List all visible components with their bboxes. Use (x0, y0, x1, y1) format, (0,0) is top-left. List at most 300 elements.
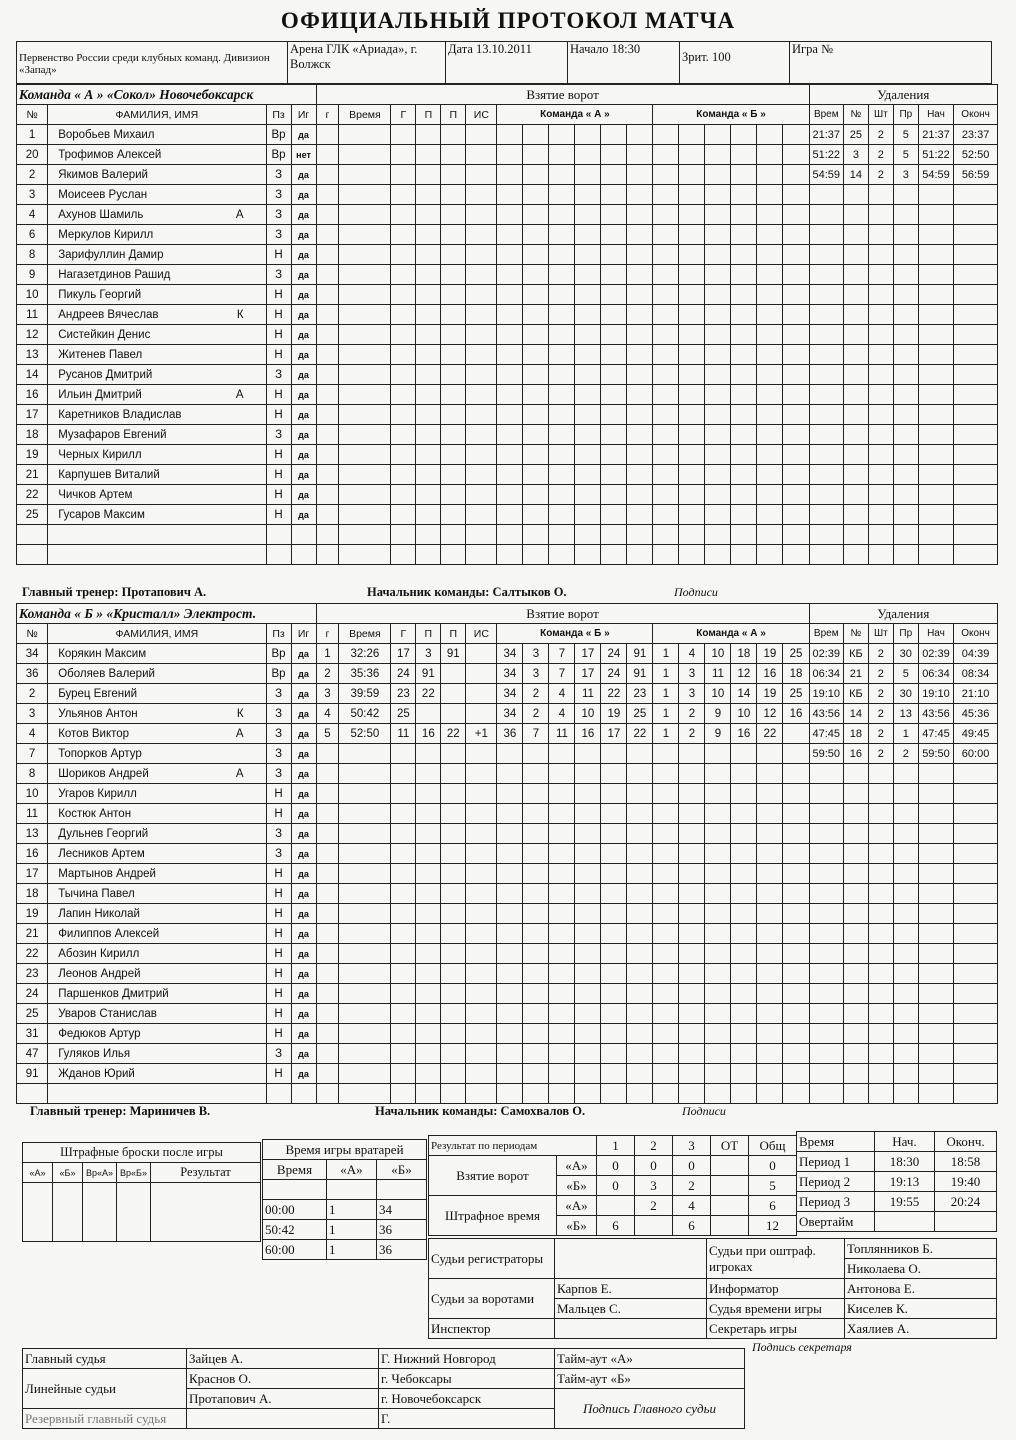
player-name: Лесников Артем (58, 847, 145, 860)
gk-row: 50:42 1 36 (263, 1220, 427, 1240)
onice-opponent: 16 (783, 704, 809, 724)
player-name: Федюков Артур (58, 1027, 141, 1040)
player-number: 11 (17, 305, 48, 325)
pim-b-ot (711, 1216, 749, 1236)
timeout-a: Тайм-аут «А» (555, 1349, 745, 1369)
onice-player: 3 (523, 644, 549, 664)
player-position: Н (266, 405, 291, 425)
onice-player: 7 (549, 664, 575, 684)
player-name-cell (48, 904, 266, 924)
goals-a-label: «А» (557, 1156, 597, 1176)
pim-b-total: 12 (749, 1216, 797, 1236)
player-position: Вр (266, 664, 291, 684)
player-number: 17 (17, 405, 48, 425)
player-row (17, 904, 998, 924)
goals-b-p3: 2 (673, 1176, 711, 1196)
game-number: Игра № (790, 42, 992, 84)
goal-assist-1 (416, 704, 441, 724)
player-name: Чичков Артем (58, 488, 133, 501)
player-row (17, 1064, 998, 1084)
player-name: Леонов Андрей (58, 967, 141, 980)
player-row (17, 1004, 998, 1024)
player-played: да (291, 405, 316, 425)
goal-judge-2: Мальцев С. (555, 1299, 707, 1319)
player-name-cell (48, 225, 266, 245)
player-name-cell (48, 804, 266, 824)
goal-scorer: 23 (391, 684, 416, 704)
player-name-cell (48, 205, 266, 225)
player-name-cell (48, 265, 266, 285)
player-played: да (291, 904, 316, 924)
player-position: З (266, 225, 291, 245)
penalty-reason: 1 (893, 724, 918, 744)
gk-col-b: «Б» (377, 1160, 427, 1180)
player-number: 8 (17, 245, 48, 265)
informer-label: Информатор (707, 1279, 845, 1299)
onice-player: 25 (627, 704, 653, 724)
penalty-col-header: Оконч (954, 105, 998, 125)
player-played: да (291, 445, 316, 465)
player-name: Черных Кирилл (58, 448, 142, 461)
penalty-no: 16 (843, 744, 868, 764)
goal-col-header: П (441, 624, 466, 644)
player-row (17, 884, 998, 904)
player-played: да (291, 1004, 316, 1024)
player-name-cell (48, 884, 266, 904)
player-position: Н (266, 1024, 291, 1044)
goal-assist-2 (441, 664, 466, 684)
player-played: да (291, 505, 316, 525)
goal-assist-1: 3 (416, 644, 441, 664)
goal-number: 4 (316, 704, 339, 724)
penalty-col-header: № (843, 105, 868, 125)
player-number: 18 (17, 884, 48, 904)
onice-player: 34 (497, 644, 523, 664)
penalty-reason: 5 (893, 145, 918, 165)
player-row (17, 285, 998, 305)
player-name: Трофимов Алексей (58, 148, 162, 161)
linesman-2-city: г. Новочебоксарск (379, 1389, 555, 1409)
player-position: З (266, 365, 291, 385)
goals-b-ot (711, 1176, 749, 1196)
onice-opponent: 1 (653, 644, 679, 664)
goals-a-p1: 0 (597, 1156, 635, 1176)
player-position: Н (266, 505, 291, 525)
player-name: Ильин Дмитрий (58, 388, 142, 401)
goal-number: 3 (316, 684, 339, 704)
period-col-2: 2 (635, 1136, 673, 1156)
player-played: да (291, 664, 316, 684)
player-row (17, 704, 998, 724)
player-played: да (291, 205, 316, 225)
team-b-coach: Главный тренер: Мариничев В. (30, 1104, 211, 1118)
goalkeeper-time-table (262, 1139, 427, 1260)
onice-player: 22 (627, 724, 653, 744)
player-number: 23 (17, 964, 48, 984)
penalty-pim: 2 (868, 644, 893, 664)
onice-opponent: 4 (679, 644, 705, 664)
player-number: 18 (17, 425, 48, 445)
onice-player: 36 (497, 724, 523, 744)
penalty-no: 14 (843, 704, 868, 724)
period-time-row: Овертайм (797, 1212, 997, 1232)
player-name-cell (48, 125, 266, 145)
player-position: З (266, 724, 291, 744)
player-name-cell (48, 724, 266, 744)
team-a-section (16, 84, 998, 565)
secretary-label: Секретарь игры (707, 1319, 845, 1339)
player-position: З (266, 185, 291, 205)
penalty-start: 47:45 (918, 724, 953, 744)
shootout-title: Штрафные броски после игры (23, 1143, 261, 1163)
main-ref-signature: Подпись Главного судьи (555, 1389, 745, 1429)
player-name: Паршенков Дмитрий (58, 987, 169, 1000)
penalty-end: 08:34 (954, 664, 998, 684)
pim-b-label: «Б» (557, 1216, 597, 1236)
player-name-cell (48, 445, 266, 465)
penalties-header: Удаления (809, 85, 997, 105)
penalties-header: Удаления (809, 604, 997, 624)
pim-a-p3: 4 (673, 1196, 711, 1216)
player-number: 9 (17, 265, 48, 285)
player-played: да (291, 245, 316, 265)
player-row (17, 664, 998, 684)
player-name-cell (48, 1064, 266, 1084)
player-played: да (291, 984, 316, 1004)
player-row (17, 225, 998, 245)
shootout-col-b: «Б» (53, 1163, 83, 1183)
player-position: З (266, 425, 291, 445)
player-name: Воробьев Михаил (58, 128, 155, 141)
player-col-header: Пз (266, 105, 291, 125)
player-number: 20 (17, 145, 48, 165)
pim-a-p2: 2 (635, 1196, 673, 1216)
goal-scorer: 17 (391, 644, 416, 664)
player-position: З (266, 764, 291, 784)
shootout-col-result: Результат (151, 1163, 261, 1183)
shootout-table (22, 1142, 261, 1242)
referees-table (22, 1348, 745, 1429)
informer: Антонова Е. (845, 1279, 997, 1299)
reserve-label: Резервный главный судья (23, 1409, 187, 1429)
penalty-start: 54:59 (918, 165, 953, 185)
penalty-col-header: Шт (868, 624, 893, 644)
pim-b-p2 (635, 1216, 673, 1236)
player-name: Музафаров Евгений (58, 428, 167, 441)
player-row (17, 844, 998, 864)
player-position: Н (266, 784, 291, 804)
player-name-cell (48, 385, 266, 405)
player-number: 31 (17, 1024, 48, 1044)
penalty-pim: 2 (868, 145, 893, 165)
player-name-cell (48, 844, 266, 864)
player-position: Н (266, 325, 291, 345)
player-row (17, 545, 998, 565)
player-name-cell (48, 704, 266, 724)
goal-assist-2: 91 (441, 644, 466, 664)
player-name: Ульянов Антон (58, 707, 138, 720)
player-played: да (291, 185, 316, 205)
player-position: Н (266, 1004, 291, 1024)
player-name-cell (48, 145, 266, 165)
goal-col-header: П (416, 624, 441, 644)
period-results-table (428, 1135, 797, 1236)
player-played: да (291, 704, 316, 724)
onice-player: 23 (627, 684, 653, 704)
player-played: да (291, 425, 316, 445)
player-number: 11 (17, 804, 48, 824)
onice-player: 10 (575, 704, 601, 724)
penalty-no: 18 (843, 724, 868, 744)
player-name: Лапин Николай (58, 907, 140, 920)
player-col-header: № (17, 624, 48, 644)
player-number: 19 (17, 904, 48, 924)
goal-col-header: ИС (466, 624, 497, 644)
penalty-time: 19:10 (809, 684, 843, 704)
player-row (17, 365, 998, 385)
spectators: Зрит. 100 (680, 42, 790, 84)
player-name: Систейкин Денис (58, 328, 151, 341)
onice-header-2: Команда « Б » (653, 105, 809, 125)
player-row (17, 465, 998, 485)
player-name: Ахунов Шамиль (58, 208, 144, 221)
goal-scorer: 25 (391, 704, 416, 724)
player-played: да (291, 944, 316, 964)
period-times-table (796, 1131, 997, 1232)
player-mark: К (236, 707, 244, 720)
arena: Арена ГЛК «Ариада», г. Волжск (288, 42, 446, 84)
player-name-cell (48, 1004, 266, 1024)
player-number: 1 (17, 125, 48, 145)
penalty-no: КБ (843, 644, 868, 664)
gk-col-time: Время (263, 1160, 327, 1180)
player-row (17, 864, 998, 884)
onice-opponent: 19 (757, 644, 783, 664)
penalty-start: 43:56 (918, 704, 953, 724)
penalty-box-label: Судьи при оштраф. игроках (707, 1239, 845, 1279)
page-title: ОФИЦИАЛЬНЫЙ ПРОТОКОЛ МАТЧА (280, 8, 736, 33)
player-name-cell (48, 784, 266, 804)
onice-opponent: 18 (731, 644, 757, 664)
team-a-signatures: Подписи (674, 585, 718, 599)
player-row (17, 644, 998, 664)
penalty-time: 21:37 (809, 125, 843, 145)
team-b-section (16, 603, 998, 1104)
player-played: да (291, 824, 316, 844)
onice-opponent: 25 (783, 684, 809, 704)
onice-player: 17 (575, 644, 601, 664)
goals-header: Взятие ворот (316, 604, 809, 624)
player-name-cell (48, 924, 266, 944)
goal-col-header: г (316, 105, 339, 125)
penalty-end: 04:39 (954, 644, 998, 664)
onice-player: 24 (601, 664, 627, 684)
goal-col-header: Г (391, 105, 416, 125)
player-position: Н (266, 305, 291, 325)
player-row (17, 345, 998, 365)
gk-title: Время игры вратарей (263, 1140, 427, 1160)
player-position: Вр (266, 145, 291, 165)
player-played: нет (291, 145, 316, 165)
goal-time: 32:26 (339, 644, 391, 664)
goal-col-header: П (441, 105, 466, 125)
player-position: З (266, 744, 291, 764)
player-row (17, 1044, 998, 1064)
onice-opponent: 18 (783, 664, 809, 684)
linesman-2: Протапович А. (187, 1389, 379, 1409)
player-position: Н (266, 465, 291, 485)
player-position: Н (266, 285, 291, 305)
player-number: 4 (17, 724, 48, 744)
penalty-reason: 30 (893, 684, 918, 704)
player-name: Котов Виктор (58, 727, 130, 740)
player-position: З (266, 165, 291, 185)
player-position: Н (266, 924, 291, 944)
player-position: Вр (266, 644, 291, 664)
penalty-box-judge-2: Николаева О. (845, 1259, 997, 1279)
player-number: 13 (17, 345, 48, 365)
shootout-col-a: «А» (23, 1163, 53, 1183)
penalty-time: 47:45 (809, 724, 843, 744)
player-name: Мартынов Андрей (58, 867, 156, 880)
period-time-row: Период 1 18:30 18:58 (797, 1152, 997, 1172)
penalty-start: 51:22 (918, 145, 953, 165)
player-row (17, 984, 998, 1004)
goal-col-header: Время (339, 624, 391, 644)
player-row (17, 784, 998, 804)
player-name-cell (48, 1024, 266, 1044)
onice-player: 17 (601, 724, 627, 744)
period-col-total: Общ (749, 1136, 797, 1156)
onice-player: 11 (575, 684, 601, 704)
player-position: Н (266, 345, 291, 365)
player-name: Филиппов Алексей (58, 927, 160, 940)
player-played: да (291, 165, 316, 185)
penalty-reason: 13 (893, 704, 918, 724)
player-played: да (291, 225, 316, 245)
player-name: Пикуль Георгий (58, 288, 142, 301)
goal-scorer: 24 (391, 664, 416, 684)
goal-number: 5 (316, 724, 339, 744)
linesmen-label: Линейные судьи (23, 1369, 187, 1409)
goal-time: 52:50 (339, 724, 391, 744)
penalty-time: 06:34 (809, 664, 843, 684)
player-number: 91 (17, 1064, 48, 1084)
penalty-start: 59:50 (918, 744, 953, 764)
player-name: Шориков Андрей (58, 767, 149, 780)
player-position: Н (266, 964, 291, 984)
onice-opponent: 10 (705, 644, 731, 664)
goal-assist-2 (441, 684, 466, 704)
player-played: да (291, 1024, 316, 1044)
pim-a-ot (711, 1196, 749, 1216)
player-played: да (291, 804, 316, 824)
onice-player: 7 (549, 644, 575, 664)
player-number: 3 (17, 185, 48, 205)
goal-situation (466, 704, 497, 724)
period-col-1: 1 (597, 1136, 635, 1156)
team-b-table (16, 603, 998, 1104)
onice-opponent: 9 (705, 724, 731, 744)
penalty-col-header: Нач (918, 105, 953, 125)
penalty-start: 21:37 (918, 125, 953, 145)
onice-opponent: 16 (757, 664, 783, 684)
player-number: 13 (17, 824, 48, 844)
player-number: 21 (17, 924, 48, 944)
player-name: Андреев Вячеслав (58, 308, 159, 321)
onice-header-1: Команда « А » (497, 105, 653, 125)
pim-a-total: 6 (749, 1196, 797, 1216)
player-row (17, 125, 998, 145)
goal-situation (466, 644, 497, 664)
player-position: Н (266, 864, 291, 884)
player-number: 22 (17, 485, 48, 505)
goals-label: Взятие ворот (429, 1156, 557, 1196)
penalty-reason: 5 (893, 664, 918, 684)
penalty-end: 21:10 (954, 684, 998, 704)
player-number: 7 (17, 744, 48, 764)
goals-header: Взятие ворот (316, 85, 809, 105)
pim-label: Штрафное время (429, 1196, 557, 1236)
penalty-col-header: Врем (809, 624, 843, 644)
penalty-time: 51:22 (809, 145, 843, 165)
onice-opponent: 12 (731, 664, 757, 684)
linesman-1: Краснов О. (187, 1369, 379, 1389)
onice-player: 34 (497, 664, 523, 684)
player-name: Уваров Станислав (58, 1007, 157, 1020)
player-played: да (291, 345, 316, 365)
team-a-table (16, 84, 998, 565)
team-b-signatures: Подписи (682, 1104, 726, 1118)
player-row (17, 385, 998, 405)
pim-b-p1: 6 (597, 1216, 635, 1236)
goals-b-p2: 3 (635, 1176, 673, 1196)
goals-a-p3: 0 (673, 1156, 711, 1176)
player-played: да (291, 864, 316, 884)
player-number: 2 (17, 165, 48, 185)
goal-col-header: г (316, 624, 339, 644)
penalty-time: 59:50 (809, 744, 843, 764)
player-position: З (266, 704, 291, 724)
penalty-no: КБ (843, 684, 868, 704)
penalty-col-header: Врем (809, 105, 843, 125)
penalty-pim: 2 (868, 165, 893, 185)
gk-row: 60:00 1 36 (263, 1240, 427, 1260)
player-name-cell (48, 345, 266, 365)
player-played: да (291, 764, 316, 784)
player-name: Бурец Евгений (58, 687, 137, 700)
onice-player: 4 (549, 704, 575, 724)
linesman-1-city: г. Чебоксары (379, 1369, 555, 1389)
player-mark: А (235, 727, 244, 740)
player-name-cell (48, 744, 266, 764)
period-time-row: Период 2 19:13 19:40 (797, 1172, 997, 1192)
timekeeper: Киселев К. (845, 1299, 997, 1319)
penalty-pim: 2 (868, 744, 893, 764)
penalty-end: 49:45 (954, 724, 998, 744)
player-number: 19 (17, 445, 48, 465)
player-mark: А (235, 208, 244, 221)
player-played: да (291, 924, 316, 944)
player-row (17, 305, 998, 325)
player-name-cell (48, 984, 266, 1004)
player-name-cell (48, 644, 266, 664)
player-position: З (266, 205, 291, 225)
player-name-cell (48, 425, 266, 445)
player-number: 6 (17, 225, 48, 245)
player-number: 25 (17, 1004, 48, 1024)
goals-a-total: 0 (749, 1156, 797, 1176)
